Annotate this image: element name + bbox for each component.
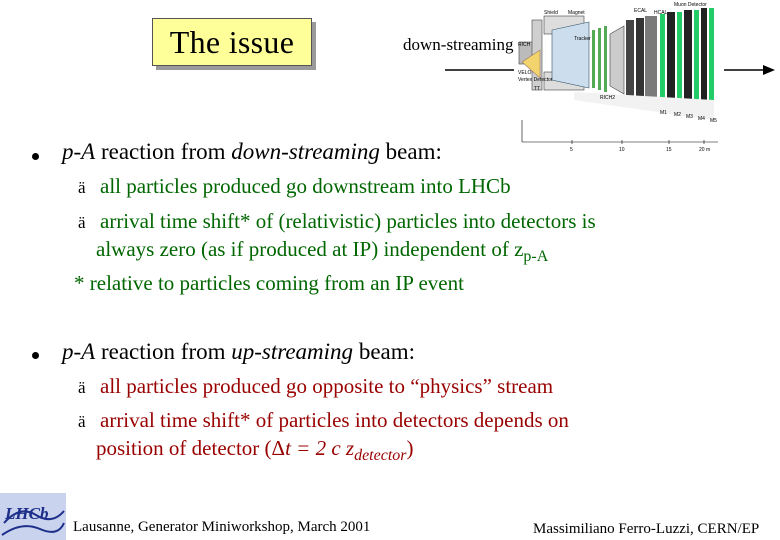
section2-item1-text: all particles produced go opposite to “physics” stream (100, 374, 554, 398)
down-streaming-label: down-streaming (403, 35, 514, 54)
bullet-section2 (32, 352, 39, 359)
fig-label-m3: M3 (686, 114, 693, 120)
section2-heading-stream: up-streaming (231, 339, 354, 364)
section2-formula: t = 2 c z (285, 436, 355, 460)
fig-label-shield: Shield (544, 10, 558, 16)
section1-heading-end: beam: (379, 139, 442, 164)
title-box (152, 18, 312, 66)
section2-heading (62, 339, 415, 365)
fig-label-m5: M5 (710, 118, 717, 124)
section1-item2-subscript: p-A (523, 248, 549, 265)
fig-label-tt: TT (534, 86, 541, 92)
section1-heading (62, 139, 442, 165)
arrow-bullet-icon: ä (78, 412, 86, 431)
arrow-bullet-icon: ä (78, 378, 86, 397)
section2-close-paren: ) (406, 436, 414, 460)
section1-item1-text: all particles produced go downstream into LHCb (100, 174, 511, 198)
section2-item2-text2: position of detector ( (96, 436, 272, 460)
footer-event: Lausanne, Generator Miniworkshop, March 2001 (73, 519, 371, 535)
fig-label-m4: M4 (698, 116, 705, 122)
fig-label-m1: M1 (660, 110, 667, 116)
section1-item2-text2: always zero (as if produced at IP) independent of z (96, 237, 524, 261)
section1-item2-line1 (78, 209, 596, 234)
bullet-section1 (32, 153, 39, 160)
fig-axis-tick-5: 5 (570, 147, 573, 153)
section2-heading-pa: p-A (62, 339, 96, 364)
logo-text: LHCb (5, 504, 49, 523)
fig-label-vertex: Vertex Detector (518, 77, 553, 83)
fig-axis-tick-20: 20 m (699, 147, 711, 153)
fig-label-tracker: Tracker (574, 36, 591, 42)
arrow-bullet-icon: ä (78, 213, 86, 232)
section2-formula-subscript: detector (354, 447, 407, 464)
slide-title: The issue (169, 23, 295, 60)
section1-heading-stream: down-streaming (231, 139, 380, 164)
fig-label-velo: VELO (518, 70, 532, 76)
section1-item2-line2 (96, 237, 548, 266)
section1-item2-text1: arrival time shift* of (relativistic) particles into detectors is (100, 209, 596, 233)
section1-heading-mid: reaction from (95, 139, 232, 164)
fig-label-rich: RICH (518, 42, 531, 48)
section1-note: * relative to particles coming from an IP event (74, 271, 464, 295)
arrow-bullet-icon: ä (78, 178, 86, 197)
section1-item1 (78, 174, 511, 199)
lhcb-detector-diagram (514, 0, 724, 160)
section2-heading-mid: reaction from (95, 339, 232, 364)
delta-symbol: Δ (271, 436, 286, 460)
lhcb-logo (0, 493, 66, 540)
fig-label-ecal: ECAL (634, 8, 648, 14)
section1-heading-pa: p-A (62, 139, 96, 164)
section2-item2-text1: arrival time shift* of particles into detectors depends on (100, 408, 569, 432)
fig-label-magnet: Magnet (568, 10, 585, 16)
footer-author: Massimiliano Ferro-Luzzi, CERN/EP (533, 521, 760, 537)
fig-label-m2: M2 (674, 112, 681, 118)
section2-item2-line1 (78, 408, 569, 433)
section2-heading-end: beam: (353, 339, 416, 364)
fig-label-hcal: HCAL (654, 10, 668, 16)
fig-axis-tick-15: 15 (666, 147, 672, 153)
section2-item2-line2 (96, 436, 413, 465)
fig-label-rich2: RICH2 (600, 95, 616, 101)
fig-axis-tick-10: 10 (619, 147, 625, 153)
section2-item1 (78, 374, 553, 399)
fig-label-muon: Muon Detector (674, 2, 707, 8)
